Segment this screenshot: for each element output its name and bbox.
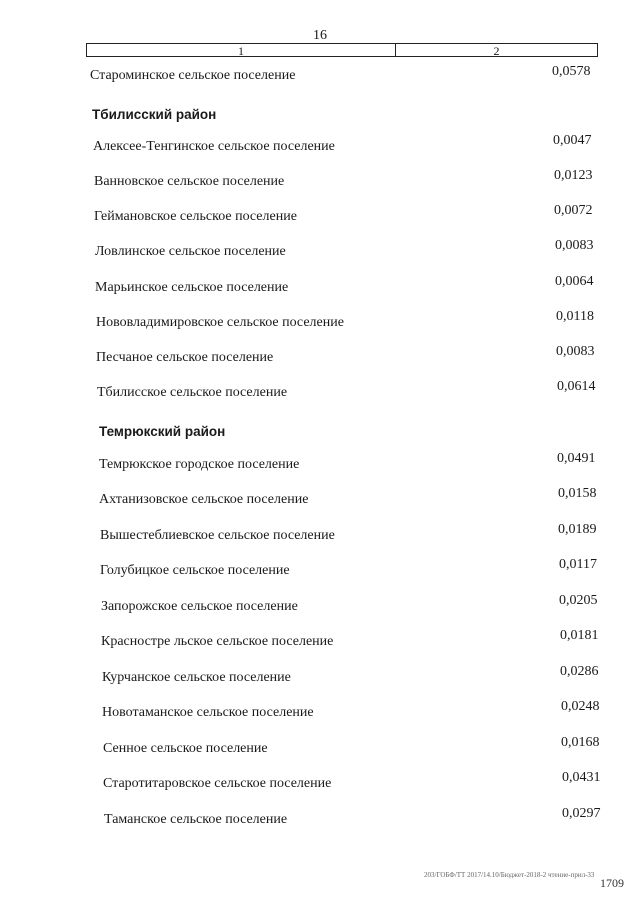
footer-page-number: 1709 bbox=[600, 876, 624, 890]
settlement-name: Геймановское сельское поселение bbox=[94, 209, 297, 224]
settlement-value: 0,0072 bbox=[554, 203, 593, 218]
settlement-name: Старотитаровское сельское поселение bbox=[103, 776, 332, 791]
settlement-name: Ахтанизовское сельское поселение bbox=[99, 492, 309, 507]
settlement-name: Красностре льское сельское поселение bbox=[101, 634, 334, 649]
settlement-name: Темрюкское городское поселение bbox=[99, 457, 300, 472]
settlement-value: 0,0491 bbox=[557, 451, 596, 466]
settlement-value: 0,0297 bbox=[562, 806, 601, 821]
footer-file-note: 203/ГОБФ/ТТ 2017/14.10/Бюджет-2018-2 чтение-прил-33 bbox=[424, 871, 595, 879]
settlement-value: 0,0286 bbox=[560, 664, 599, 679]
settlement-value: 0,0083 bbox=[556, 344, 595, 359]
settlement-name: Таманское сельское поселение bbox=[104, 812, 288, 827]
settlement-value: 0,0578 bbox=[552, 64, 591, 79]
settlement-name: Вышестеблиевское сельское поселение bbox=[100, 528, 335, 543]
column-header-2: 2 bbox=[493, 44, 500, 58]
settlement-name: Сенное сельское поселение bbox=[103, 741, 268, 756]
table-header bbox=[86, 43, 598, 57]
settlement-value: 0,0064 bbox=[555, 274, 594, 289]
settlement-name: Запорожское сельское поселение bbox=[101, 599, 298, 614]
settlement-value: 0,0181 bbox=[560, 628, 599, 643]
settlement-name: Алексее-Тенгинское сельское поселение bbox=[93, 139, 335, 154]
settlement-name: Нововладимировское сельское поселение bbox=[96, 315, 344, 330]
settlement-value: 0,0189 bbox=[558, 522, 597, 537]
settlement-name: Голубицкое сельское поселение bbox=[100, 563, 290, 578]
settlement-value: 0,0047 bbox=[553, 133, 592, 148]
settlement-name: Ловлинское сельское поселение bbox=[95, 244, 286, 259]
settlement-name: Марьинское сельское поселение bbox=[95, 280, 289, 295]
settlement-value: 0,0431 bbox=[562, 770, 601, 785]
settlement-name: Курчанское сельское поселение bbox=[102, 670, 291, 685]
settlement-name: Староминское сельское поселение bbox=[90, 68, 296, 83]
settlement-value: 0,0118 bbox=[556, 309, 594, 324]
settlement-value: 0,0168 bbox=[561, 735, 600, 750]
settlement-value: 0,0117 bbox=[559, 557, 597, 572]
settlement-name: Новотаманское сельское поселение bbox=[102, 705, 314, 720]
settlement-value: 0,0205 bbox=[559, 593, 598, 608]
settlement-name: Тбилисское сельское поселение bbox=[97, 385, 288, 400]
settlement-value: 0,0248 bbox=[561, 699, 600, 714]
section-heading: Темрюкский район bbox=[99, 424, 226, 439]
column-header-1: 1 bbox=[87, 44, 396, 56]
settlement-value: 0,0123 bbox=[554, 168, 593, 183]
settlement-name: Песчаное сельское поселение bbox=[96, 350, 274, 365]
settlement-name: Ванновское сельское поселение bbox=[94, 174, 285, 189]
settlement-value: 0,0083 bbox=[555, 238, 594, 253]
settlement-value: 0,0614 bbox=[557, 379, 596, 394]
page-number: 16 bbox=[313, 28, 327, 43]
settlement-value: 0,0158 bbox=[558, 486, 597, 501]
section-heading: Тбилисский район bbox=[92, 107, 217, 122]
